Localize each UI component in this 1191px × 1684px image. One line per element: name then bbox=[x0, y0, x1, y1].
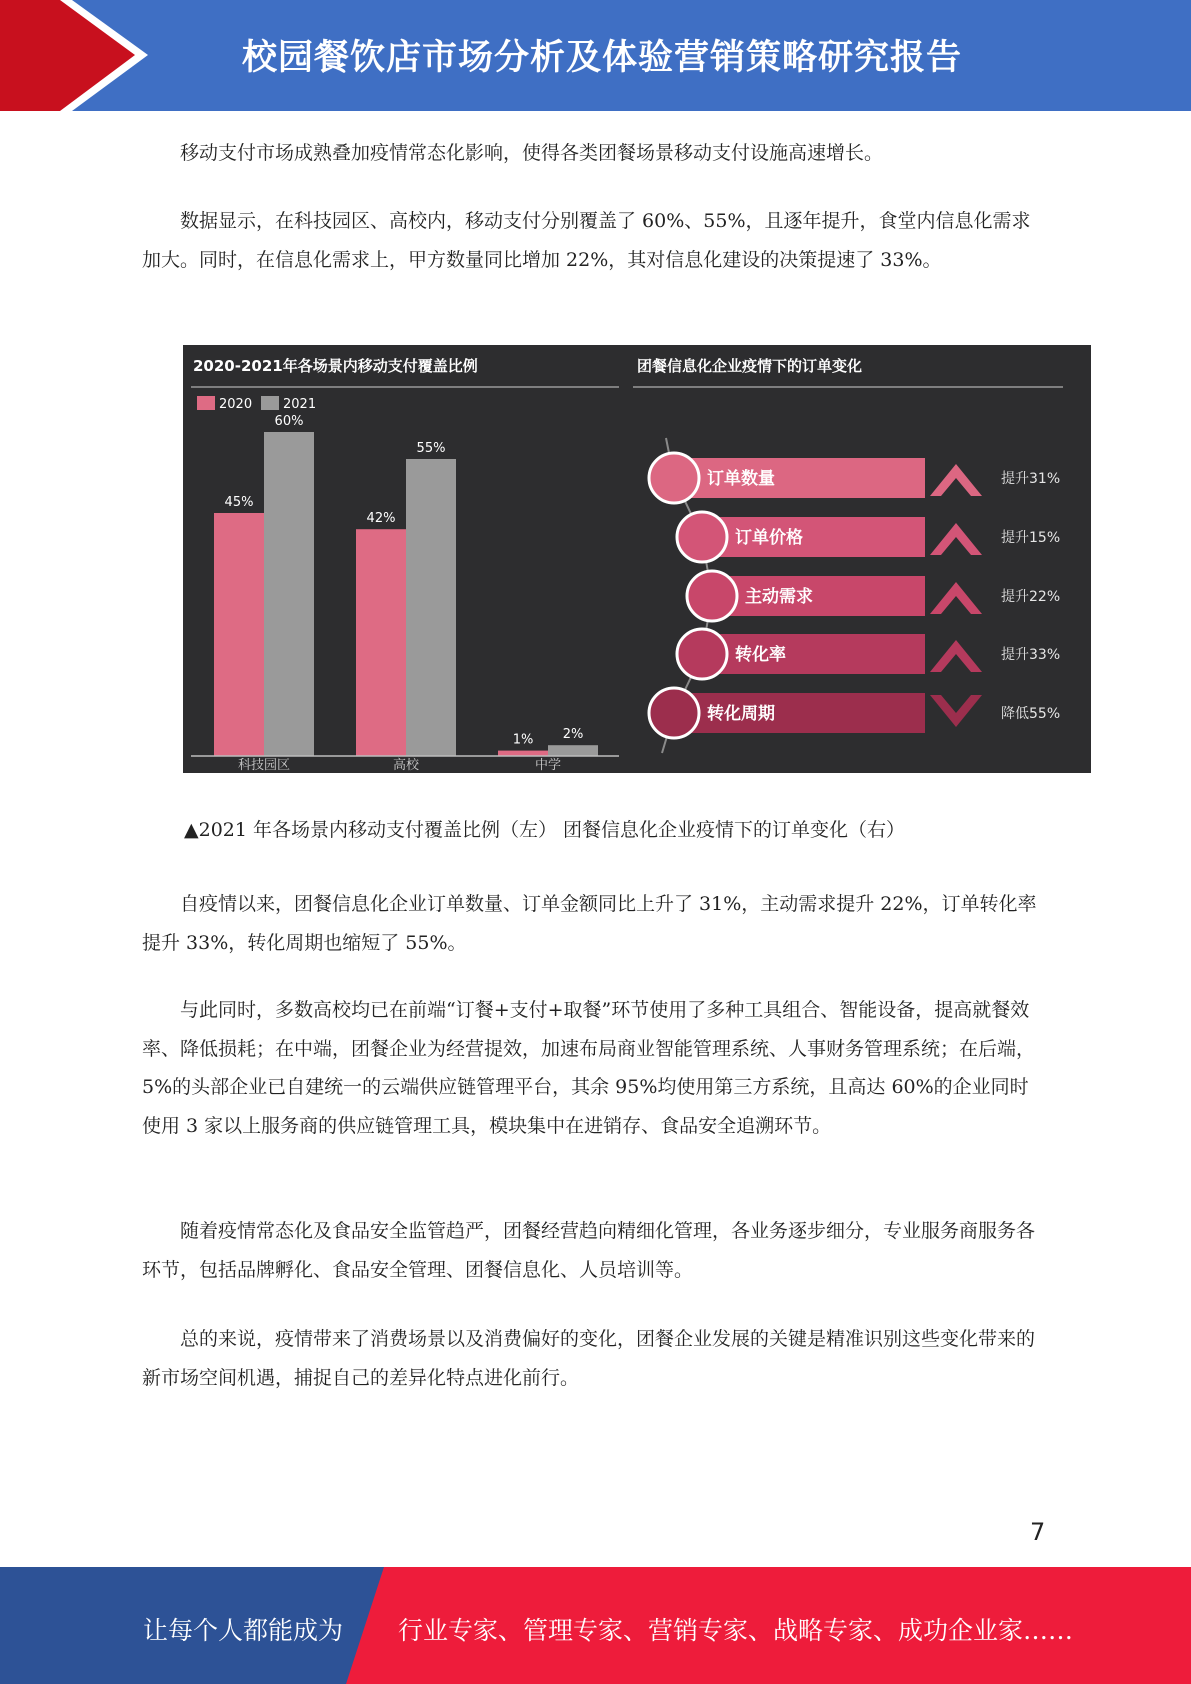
order-change-title: 团餐信息化企业疫情下的订单变化 bbox=[637, 357, 863, 375]
figure-panel bbox=[183, 345, 1091, 773]
row-value: 提升33% bbox=[1001, 647, 1061, 663]
bar-chart-title: 2020-2021年各场景内移动支付覆盖比例 bbox=[193, 357, 478, 375]
paragraph-5: 随着疫情常态化及食品安全监管趋严，团餐经营趋向精细化管理，各业务逐步细分，专业服务商服务各环节，包括品牌孵化、食品安全管理、团餐信息化、人员培训等。 bbox=[142, 1220, 1036, 1281]
page-number: 7 bbox=[1030, 1518, 1046, 1546]
page-footer bbox=[0, 1567, 1191, 1684]
row-label: 主动需求 bbox=[745, 587, 813, 607]
row-value: 提升22% bbox=[1001, 589, 1061, 605]
row-circle-3 bbox=[677, 629, 727, 679]
paragraph-2: 数据显示，在科技园区、高校内，移动支付分别覆盖了 60%、55%，且逐年提升，食堂内信息化需求加大。同时，在信息化需求上，甲方数量同比增加 22%，其对信息化建设的决策提速了 33%。 bbox=[142, 210, 1031, 271]
row-label: 订单价格 bbox=[735, 528, 803, 548]
legend-label-2020: 2020 bbox=[219, 397, 253, 412]
bars-layer bbox=[214, 414, 598, 773]
order-change-rows bbox=[649, 438, 1060, 753]
bar-value-label: 1% bbox=[512, 732, 534, 748]
up-chevron-icon bbox=[930, 464, 982, 496]
row-label: 转化周期 bbox=[707, 704, 775, 724]
category-label: 高校 bbox=[392, 758, 420, 773]
combined-figure bbox=[183, 345, 1091, 773]
footer-slogan-right: 行业专家、管理专家、营销专家、战略专家、成功企业家…… bbox=[398, 1616, 1074, 1645]
bar-2021-2 bbox=[548, 745, 598, 756]
row-circle-0 bbox=[649, 453, 699, 503]
legend-label-2021: 2021 bbox=[283, 397, 317, 412]
footer-slogan-left: 让每个人都能成为 bbox=[143, 1616, 344, 1645]
row-bar-2 bbox=[712, 576, 925, 616]
row-circle-4 bbox=[649, 688, 699, 738]
bar-value-label: 2% bbox=[562, 727, 584, 743]
row-label: 订单数量 bbox=[707, 469, 775, 489]
up-chevron-icon bbox=[930, 523, 982, 555]
row-value: 提升31% bbox=[1001, 471, 1061, 487]
bar-value-label: 60% bbox=[274, 414, 304, 429]
row-circle-2 bbox=[687, 571, 737, 621]
bar-2021-1 bbox=[406, 459, 456, 756]
bar-2020-1 bbox=[356, 529, 406, 756]
figure-caption: ▲2021 年各场景内移动支付覆盖比例（左） 团餐信息化企业疫情下的订单变化（右） bbox=[184, 819, 906, 841]
row-label: 转化率 bbox=[735, 645, 786, 665]
bar-2020-0 bbox=[214, 513, 264, 756]
bar-value-label: 42% bbox=[366, 511, 396, 527]
bar-2020-2 bbox=[498, 751, 548, 756]
bar-value-label: 55% bbox=[416, 441, 446, 456]
paragraph-1: 移动支付市场成熟叠加疫情常态化影响，使得各类团餐场景移动支付设施高速增长。 bbox=[180, 142, 884, 164]
category-label: 科技园区 bbox=[237, 758, 291, 773]
paragraph-6: 总的来说，疫情带来了消费场景以及消费偏好的变化，团餐企业发展的关键是精准识别这些变化带来的新市场空间机遇，捕捉自己的差异化特点进化前行。 bbox=[142, 1328, 1036, 1389]
category-label: 中学 bbox=[534, 758, 562, 773]
document-title: 校园餐饮店市场分析及体验营销策略研究报告 bbox=[242, 38, 963, 78]
row-value: 提升15% bbox=[1001, 530, 1061, 546]
bar-2021-0 bbox=[264, 432, 314, 756]
row-circle-1 bbox=[677, 512, 727, 562]
up-chevron-icon bbox=[930, 582, 982, 614]
paragraph-4: 与此同时，多数高校均已在前端“订餐+支付+取餐”环节使用了多种工具组合、智能设备，提高就餐效率、降低损耗；在中端，团餐企业为经营提效，加速布局商业智能管理系统、人事财务管理系统；在后端，5%的头部企业已自建统一的云端供应链管理平台，其余 95%均使用第三方系统，且高达 60%的企业同时使用 3 家以上服务商的供应链管理工具，模块集中在进销存、食品安全追溯环节。 bbox=[142, 999, 1036, 1137]
legend-swatch-2021 bbox=[261, 396, 279, 410]
up-chevron-icon bbox=[930, 640, 982, 672]
down-chevron-icon bbox=[930, 695, 982, 727]
row-value: 降低55% bbox=[1001, 706, 1061, 722]
page-header bbox=[0, 0, 1191, 111]
legend-swatch-2020 bbox=[197, 396, 215, 410]
bar-value-label: 45% bbox=[224, 495, 254, 510]
paragraph-3: 自疫情以来，团餐信息化企业订单数量、订单金额同比上升了 31%，主动需求提升 22%，订单转化率提升 33%，转化周期也缩短了 55%。 bbox=[142, 893, 1037, 954]
